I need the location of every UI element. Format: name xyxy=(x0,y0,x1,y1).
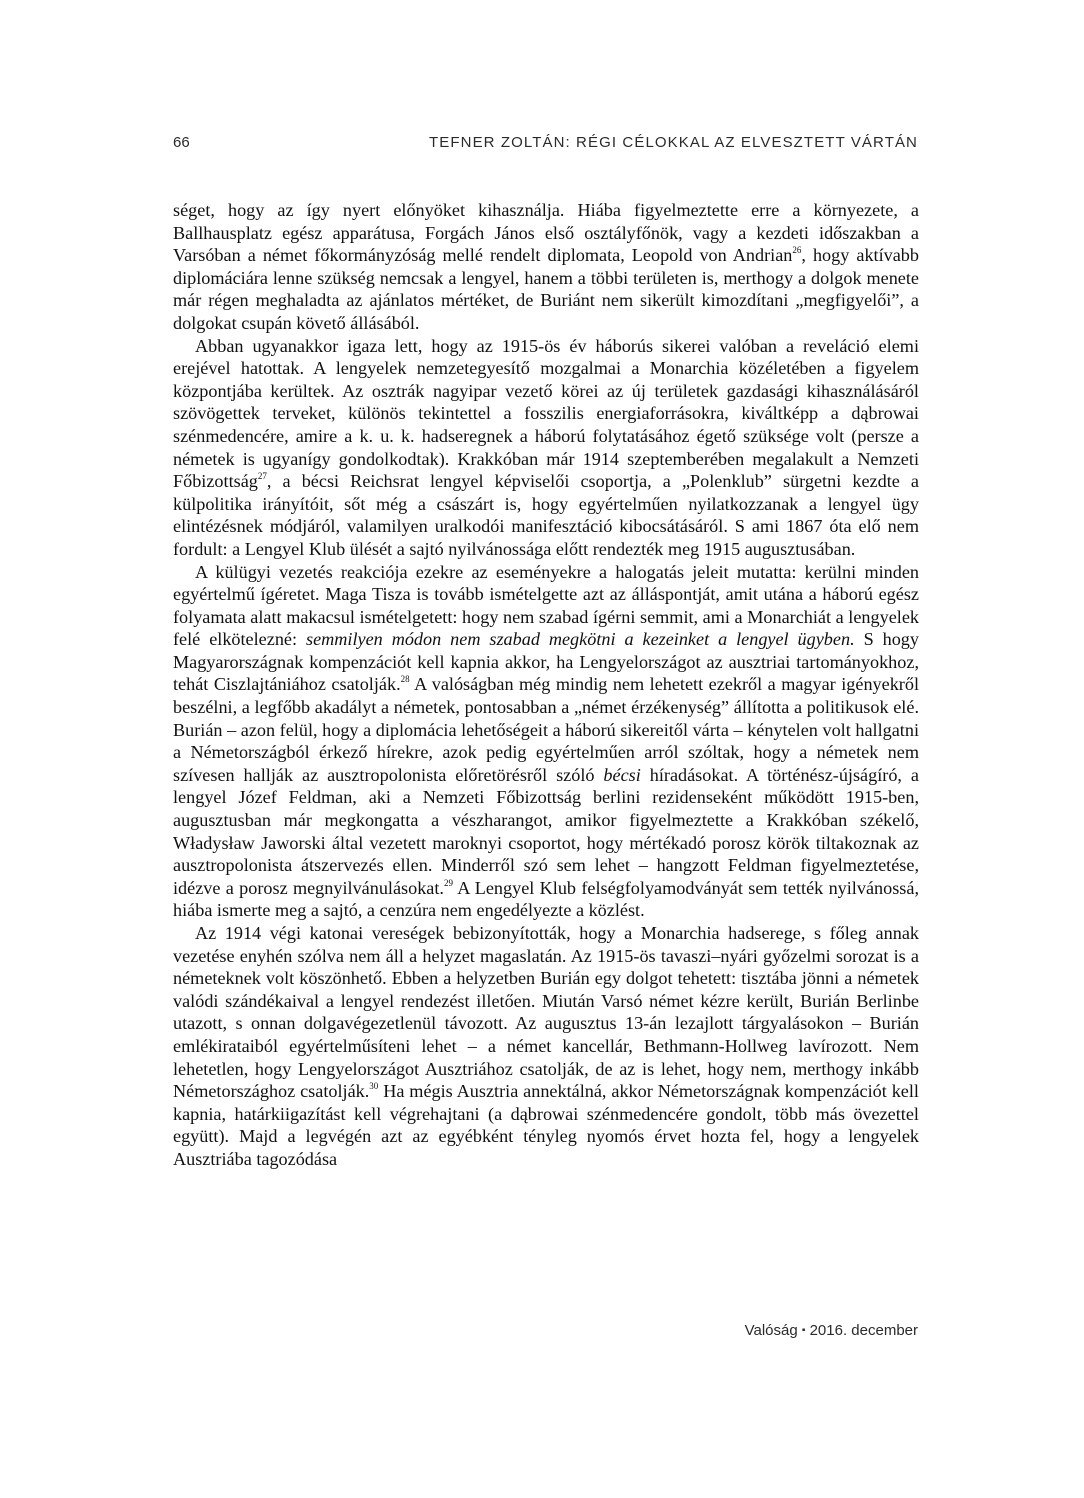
text-run: Abban ugyanakkor igaza lett, hogy az 1915-ös év háborús sikerei valóban a reveláció elemi erejével hatottak. A lengyelek nemzetegyesítő mozgalmai a Monarchia közéletében a figyelem központjába kerültek. Az osztrák nagyipar vezető körei az új területek gazdasági kihasználásáról szövögettek terveket, különös tekintettel a fosszilis energiaforrásokra, kiváltképp a dąbrowai szénmedencére, amire a k. u. k. hadseregnek a háború folytatásához égető szüksége volt (persze a németek is ugyanígy gondolkodtak). Krakkóban már 1914 szeptemberében megalakult a Nemzeti Főbizottság xyxy=(173,335,919,492)
page-footer xyxy=(745,1322,918,1339)
footer-separator: ▪ xyxy=(801,1325,806,1336)
running-title: TEFNER ZOLTÁN: RÉGI CÉLOKKAL AZ ELVESZTETT VÁRTÁN xyxy=(429,134,918,151)
text-run: , hogy aktívabb diplomáciára lenne szükség nemcsak a lengyel, hanem a többi területen is, merthogy a dolgok menete már régen meghaladta az ajánlatos mértéket, de Buriánt nem sikerült kimozdítani „megfigyelői”, a dolgokat csupán követő állásából. xyxy=(173,245,919,333)
italic-word: bécsi xyxy=(603,764,641,785)
text-run: A Lengyel Klub felségfolyamodványát sem tették nyilvánossá, hiába ismerte meg a sajtó, a cenzúra nem engedélyezte a közlést. xyxy=(173,877,919,921)
paragraph-2 xyxy=(173,335,919,561)
issue-date: 2016. december xyxy=(809,1322,918,1339)
text-run: híradásokat. A történész-újságíró, a lengyel Józef Feldman, aki a Nemzeti Főbizottság berlini rezidenseként működött 1915-ben, augusztusban már megkongatta a vészharangot, amikor figyelmeztette a Krakkóban székelő, Władysław Jaworski által vezetett maroknyi csoportot, hogy mértékadó porosz körök tiltakoznak az ausztropolonista átszervezés ellen. Minderről szó sem lehet – hangzott Feldman figyelmeztetése, idézve a porosz megnyilvánulásokat. xyxy=(173,764,919,898)
text-run: A valóságban még mindig nem lehetett ezekről a magyar igényekről beszélni, a legfőbb akadályt a németek, pontosabban a „német érzékenység” állította a politikusok elé. Burián – azon felül, hogy a diplomácia lehetőségeit a háború sikereitől várta – kénytelen volt hallgatni a Németországból érkező hírekre, azok pedig egyértelműen arról szóltak, hogy a németek nem szívesen hallják az ausztropolonista előretörésről szóló xyxy=(173,674,919,785)
footnote-ref-28: 28 xyxy=(400,674,410,685)
article-body xyxy=(173,199,919,1171)
text-run: séget, hogy az így nyert előnyöket kihasználja. Hiába figyelmeztette erre a környezete, a Ballhausplatz egész apparátusa, Forgách János első osztályfőnök, vagy a kezdeti időszakban a Varsóban a német főkormányzóság mellé rendelt diplomata, Leopold von Andrian xyxy=(173,200,919,266)
journal-name: Valóság xyxy=(744,1322,798,1339)
footnote-ref-29: 29 xyxy=(443,877,453,888)
footnote-ref-26: 26 xyxy=(792,245,802,256)
footnote-ref-27: 27 xyxy=(257,471,267,482)
paragraph-3 xyxy=(173,561,919,923)
italic-quote: semmilyen módon nem szabad megkötni a kezeinket a lengyel ügyben. xyxy=(306,629,855,650)
text-run: S hogy Magyarországnak kompenzációt kell kapnia akkor, ha Lengyelországot az ausztriai tartományokhoz, tehát Ciszlajtániához csatolják. xyxy=(173,629,919,695)
text-run: Az 1914 végi katonai vereségek bebizonyították, hogy a Monarchia hadserege, s főleg annak vezetése enyhén szólva nem áll a helyzet magaslatán. Az 1915-ös tavaszi–nyári győzelmi sorozat is a németeknek volt köszönhető. Ebben a helyzetben Burián egy dolgot tehetett: tisztába jönni a németek valódi szándékaival a lengyel rendezést illetően. Miután Varsó német kézre került, Burián Berlinbe utazott, s onnan dolgavégezetlenül távozott. Az augusztus 13-án lezajlott tárgyalásokon – Burián emlékirataiból egyértelműsíteni lehet – a német kancellár, Bethmann-Hollweg lavírozott. Nem lehetetlen, hogy Lengyelországot Ausztriához csatolják, de az is lehet, hogy nem, merthogy inkább Németországhoz csatolják. xyxy=(173,923,919,1102)
text-run: , a bécsi Reichsrat lengyel képviselői csoportja, a „Polenklub” sürgetni kezdte a külpolitika irányítóit, sőt még a császárt is, hogy egyértelműen nyilatkozzanak a lengyel ügy elintézésnek módjáról, valamilyen uralkodói manifesztáció kibocsátásáról. S ami 1867 óta elő nem fordult: a Lengyel Klub ülését a sajtó nyilvánossága előtt rendezték meg 1915 augusztusában. xyxy=(173,471,919,559)
text-run: A külügyi vezetés reakciója ezekre az eseményekre a halogatás jeleit mutatta: kerülni minden egyértelmű ígéretet. Maga Tisza is tovább ismételgette azt az álláspontját, amit utána a háború egész folyamata alatt makacsul ismételgetett: hogy nem szabad ígérni semmit, ami a Monarchiát a lengyelek felé elkötelezné: xyxy=(173,561,919,650)
paragraph-4 xyxy=(173,922,919,1171)
text-run: Ha mégis Ausztria annektálná, akkor Németországnak kompenzációt kell kapnia, határkiigazítást kell végrehajtani (a dąbrowai szénmedencére gondolt, több más övezettel együtt). Majd a legvégén azt az egyébként tényleg nyomós érvet hozta fel, hogy a lengyelek Ausztriába tagozódása xyxy=(173,1081,919,1169)
page-number: 66 xyxy=(173,134,190,151)
paragraph-1 xyxy=(173,199,919,335)
footnote-ref-30: 30 xyxy=(369,1081,379,1092)
